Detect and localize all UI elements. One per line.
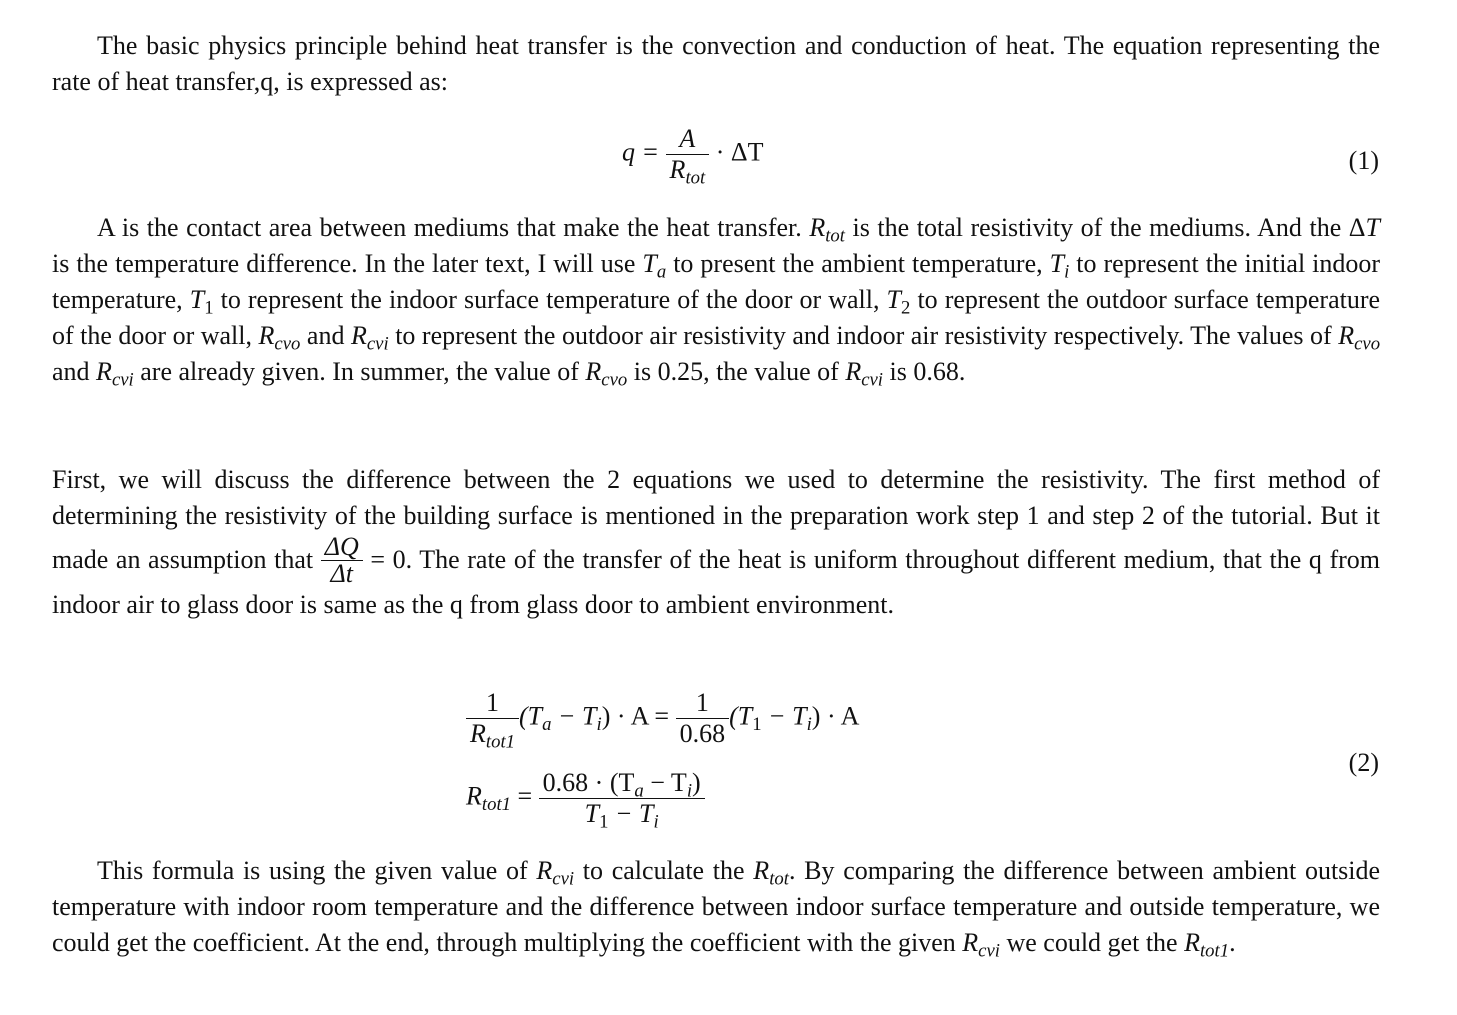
equation-1-number: (1): [1348, 146, 1379, 175]
eq2-fraction-3: $\frac{0.68 \cdot (T_a - T_i)}{T_1 - T_i}$: [539, 768, 705, 829]
equation-2-number: (2): [1348, 748, 1379, 777]
eq1-fraction: [666, 124, 710, 189]
eq1-lhs: q =: [622, 137, 660, 167]
eq2-fraction-2: $\frac{1}{0.68}$: [676, 688, 730, 749]
equation-1: [622, 124, 764, 189]
eq1-denominator: $R_{tot}$: [666, 154, 710, 185]
intro-paragraph: [52, 28, 1380, 100]
eq1-rhs: · ΔT: [715, 137, 764, 167]
dq-dt-fraction: $\frac{\Delta Q}{\Delta t}$: [321, 534, 363, 587]
eq2-fraction-1: $\frac{1}{R_{tot1}}$: [466, 688, 519, 749]
definitions-paragraph: A is the contact area between mediums that make the heat transfer. $R_{tot}$ is the total resistivity of the mediums. And the ΔT is the temperature difference. In the later text, I will use $T_a$ to present the ambient temperature, $T_i$ to represent the initial indoor temperature, $T_1$ to represent the indoor surface temperature of the door or wall, $T_2$ to represent the outdoor surface temperature of the door or wall, $R_{cvo}$ and $R_{cvi}$ to represent the outdoor air resistivity and indoor air resistivity respectively. The values of $R_{cvo}$ and $R_{cvi}$ are already given. In summer, the value of $R_{cvo}$ is 0.25, the value of $R_{cvi}$ is 0.68.: [52, 213, 1381, 391]
conclusion-paragraph: This formula is using the given value of $R_{cvi}$ to calculate the $R_{tot}$. By comparing the difference between ambient outside temperature with indoor room temperature and the difference between indoor surface temperature and outside temperature, we could get the coefficient. At the end, through multiplying the coefficient with the given $R_{cvi}$ we could get the $R_{tot1}$.: [52, 856, 1381, 962]
method-paragraph: First, we will discuss the difference between the 2 equations we used to determine the resistivity. The first method of determining the resistivity of the building surface is mentioned in the preparation work step 1 and step 2 of the tutorial. But it made an assumption that $\frac{\Delta Q}{\Delta t}$ = 0. The rate of the transfer of the heat is uniform throughout different medium, that the q from indoor air to glass door is same as the q from glass door to ambient environment.: [52, 465, 1381, 619]
equation-2-line-2: $R_{tot1}$ = $\frac{0.68 \cdot (T_a - T_i)}{T_1 - T_i}$: [466, 768, 705, 829]
equation-2-line-1: $\frac{1}{R_{tot1}}$ $(T_a - T_i) \cdot A$ = $\frac{1}{0.68}$ $(T_1 - T_i) \cdot A$: [466, 688, 859, 749]
intro-text: The basic physics principle behind heat transfer is the convection and conduction of heat. The equation representing the rate of heat transfer,q, is expressed as:: [52, 31, 1380, 96]
eq1-numerator: A: [679, 124, 696, 153]
